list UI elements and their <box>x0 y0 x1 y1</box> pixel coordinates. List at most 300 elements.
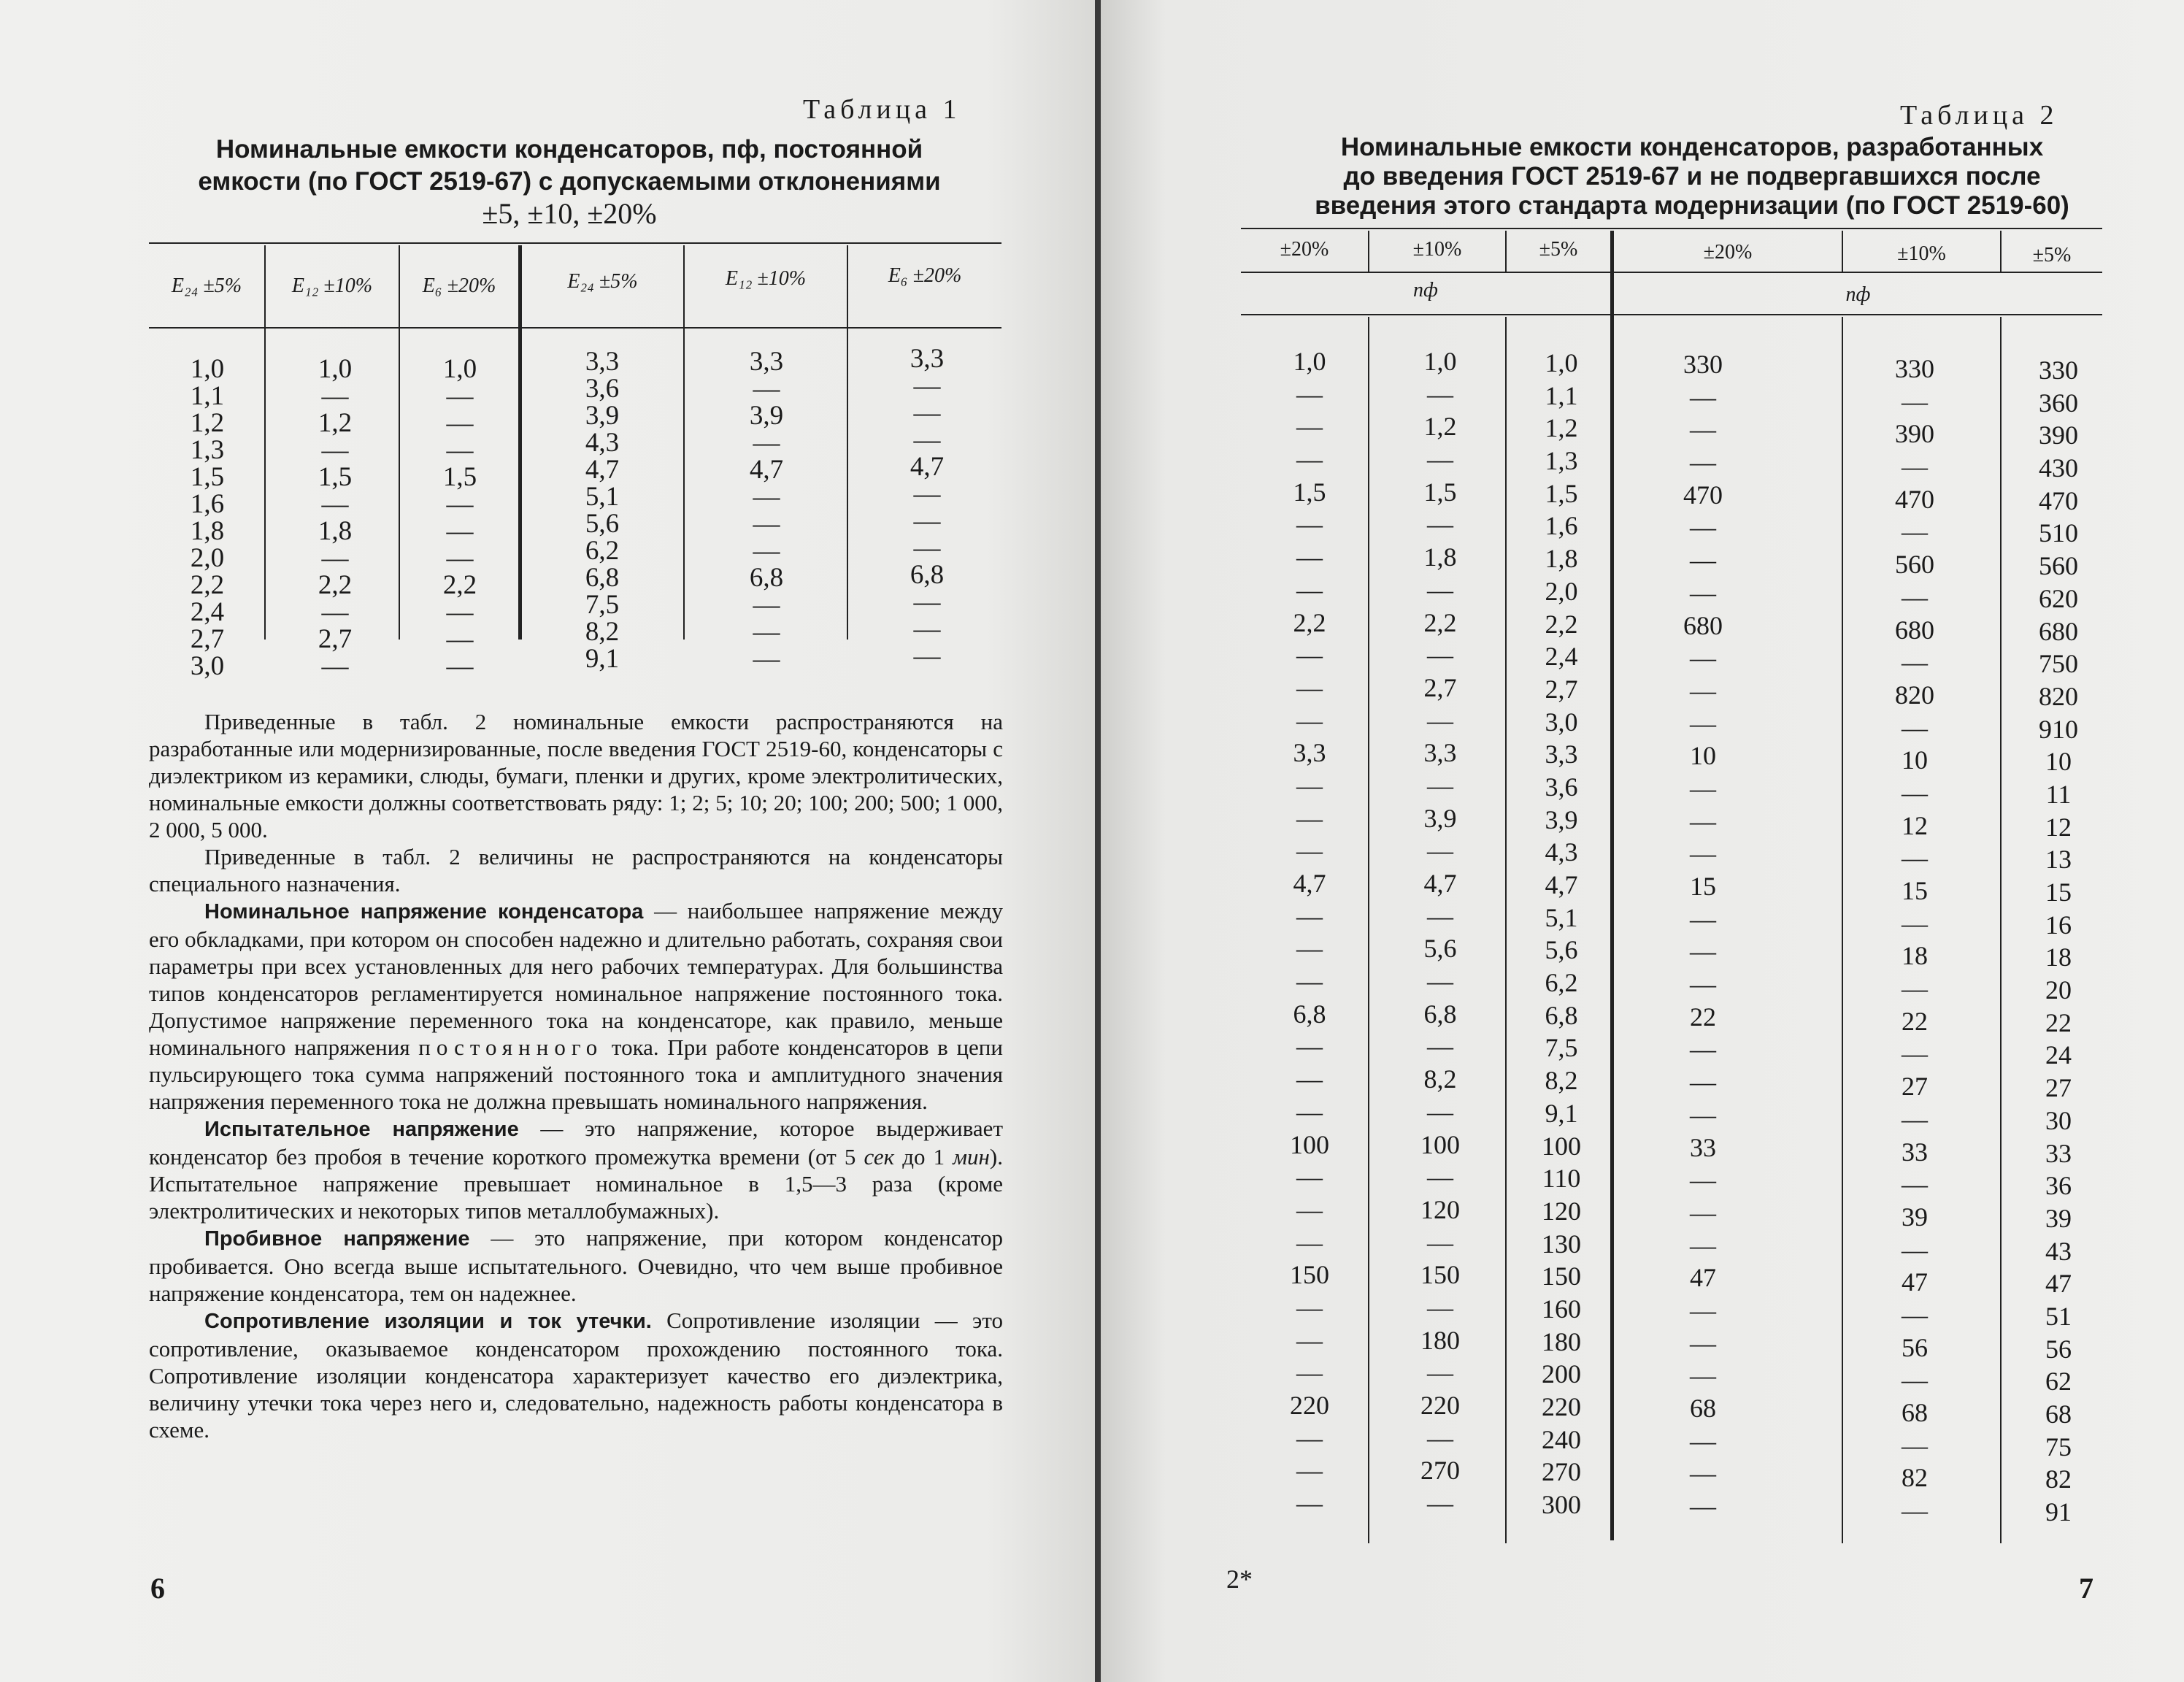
table1-cell: — <box>446 624 474 654</box>
table2-cell: — <box>1296 1292 1323 1322</box>
table2-cell: 150 <box>1290 1260 1329 1290</box>
table2-cell: 10 <box>1690 741 1716 771</box>
table2-cell: 2,2 <box>1293 607 1326 637</box>
table2-cell: — <box>1427 1358 1453 1388</box>
table2-cell: — <box>1296 1064 1323 1094</box>
table2-cell: — <box>1296 1097 1323 1126</box>
table1-cell: 2,4 <box>190 597 225 627</box>
table2-cell: 1,8 <box>1423 542 1457 572</box>
table2-cell: — <box>1296 1227 1323 1257</box>
table2-cell: 240 <box>1542 1424 1581 1454</box>
table1-cell: 3,3 <box>585 347 620 377</box>
table2-cell: 39 <box>1902 1202 1928 1232</box>
table2-cell: — <box>1427 1489 1453 1518</box>
table2-header: ±5% <box>2032 244 2072 266</box>
table2-cell: 16 <box>2045 910 2072 940</box>
table2-cell: 15 <box>1690 872 1716 901</box>
table2-cell: — <box>1296 1456 1323 1486</box>
table1-cell: 4,7 <box>585 455 620 485</box>
table2-cell: 470 <box>2039 485 2078 515</box>
table2-cell: 100 <box>1290 1129 1329 1159</box>
table2-cell: 200 <box>1542 1359 1581 1389</box>
table2-cell: 12 <box>2045 812 2072 842</box>
table1-cell: — <box>753 482 780 512</box>
table2-cell: 510 <box>2039 518 2078 548</box>
table2-cell: 5,6 <box>1545 935 1578 965</box>
table2-cell: 120 <box>1542 1196 1581 1226</box>
table2-column <box>1266 345 1353 1520</box>
table2-cell: 100 <box>1542 1131 1581 1161</box>
table2-cell: 43 <box>2045 1236 2072 1266</box>
table2-cell: — <box>1690 512 1716 542</box>
table2-cell: — <box>1902 452 1928 482</box>
table2-cell: 51 <box>2045 1301 2072 1331</box>
table1-cell: 4,3 <box>585 428 620 458</box>
body-text <box>149 708 1003 1443</box>
table1-cell: 2,0 <box>190 543 225 573</box>
table1-cell: 5,1 <box>585 482 620 512</box>
table1-caption-line3: ±5, ±10, ±20% <box>482 197 657 230</box>
table1-cell: 3,0 <box>190 651 225 681</box>
table1-cell: 1,0 <box>442 354 477 384</box>
table2-cell: 39 <box>2045 1203 2072 1233</box>
table2-column <box>1393 345 1488 1520</box>
table2-cell: 11 <box>2045 779 2072 809</box>
table2-cell: — <box>1902 517 1928 547</box>
table2-cell: — <box>1902 908 1928 938</box>
table1-cell: 5,6 <box>585 509 620 539</box>
table2-cell: — <box>1296 1162 1323 1192</box>
table1-cell: 1,1 <box>190 381 225 411</box>
book-gutter <box>1095 0 1101 1682</box>
table2-cell: 82 <box>2045 1464 2072 1494</box>
table1-cell: — <box>913 641 941 671</box>
table1-cell: 3,9 <box>585 401 620 431</box>
table1-cell: — <box>753 428 780 458</box>
table1-col-divider-thick <box>518 245 522 640</box>
table2-cell: 270 <box>1542 1457 1581 1487</box>
table1-cell: 6,2 <box>585 536 620 566</box>
table1-caption-line1: Номинальные емкости конденсаторов, пф, постоянной <box>215 135 923 164</box>
table2-cell: — <box>1296 1358 1323 1388</box>
table2-cell: — <box>1296 901 1323 931</box>
table1-cell: 1,5 <box>190 462 225 492</box>
table1-cell: — <box>913 371 941 401</box>
page-number: 6 <box>150 1572 165 1605</box>
table2-cell: 680 <box>1895 615 1934 645</box>
table2-column <box>1860 353 1969 1527</box>
table1-cell: — <box>446 543 474 573</box>
table2-cell: 180 <box>1542 1326 1581 1356</box>
table2-cell: — <box>1690 1459 1716 1489</box>
table2-header: ±20% <box>1703 241 1753 264</box>
table1-header: E₁₂ ±10% <box>725 267 807 290</box>
table2-cell: 6,8 <box>1293 999 1326 1029</box>
table2-cell: 47 <box>2045 1269 2072 1299</box>
table2-cell: — <box>1690 1230 1716 1260</box>
table2-cell: — <box>1427 640 1453 670</box>
table2-cell: — <box>1902 582 1928 612</box>
table2-cell: — <box>1427 836 1453 866</box>
table2-cell: 8,2 <box>1545 1066 1578 1096</box>
table2-header: ±10% <box>1412 238 1462 261</box>
table2-cell: — <box>1427 770 1453 800</box>
table2-cell: 220 <box>1542 1392 1581 1421</box>
table2-cell: 27 <box>1902 1072 1928 1102</box>
table2-cell: — <box>1296 412 1323 442</box>
table2-cell: — <box>1902 1299 1928 1329</box>
table2-cell: — <box>1296 1489 1323 1518</box>
table2-caption <box>1232 133 2152 220</box>
table2-cell: — <box>1690 904 1716 934</box>
table2-cell: 1,6 <box>1545 511 1578 541</box>
table1-cell: 1,2 <box>318 408 353 438</box>
table1-column <box>164 356 251 680</box>
table2-cell: 3,9 <box>1423 803 1457 833</box>
table2-cell: — <box>1690 448 1716 477</box>
table2-cell: — <box>1690 773 1716 803</box>
table1-cell: — <box>321 435 349 465</box>
table2-cell: 150 <box>1542 1262 1581 1291</box>
table2-cell: 220 <box>1420 1391 1460 1420</box>
paragraph: Приведенные в табл. 2 номинальные емкости распространяются на разработанные или модернизированные, после введения ГОСТ 2519-60, конденсаторы с диэлектриком из керамики, слюды, бумаги, пленки и других, кроме электролитических, номинальные емкости должны соответствовать ряду: 1; 2; 5; 10; 20; 100; 200; 500; 1 000, 2 000, 5 000. <box>149 709 1003 842</box>
table1-cell: 1,8 <box>190 516 225 546</box>
table2-cell: — <box>1296 1325 1323 1355</box>
table2-cell: 390 <box>2039 420 2078 450</box>
table1-cell: 7,5 <box>585 590 620 620</box>
table2-cell: — <box>1427 1032 1453 1061</box>
table2-unit-rule <box>1241 314 2102 315</box>
paragraph: Сопротивление изоляции и ток утечки. Сопротивление изоляции — это сопротивление, оказываемое конденсатором прохождению постоянного тока. Сопротивление изоляции конденсатора характеризует качество его диэлектрика, величину утечки тока через него и, следовательно, надежность работы конденсатора в схеме. <box>149 1307 1003 1443</box>
table1-header-rule <box>149 327 1001 329</box>
table2-cell: 430 <box>2039 453 2078 483</box>
table2-cell: 27 <box>2045 1073 2072 1103</box>
table2-cell: — <box>1690 382 1716 412</box>
table2-header-rule <box>1241 272 2102 273</box>
table2-cell: 3,3 <box>1293 738 1326 768</box>
table1-cell: — <box>321 597 349 627</box>
table1-caption <box>117 134 1022 230</box>
table2-cell: — <box>1427 379 1453 409</box>
table2-cell: — <box>1690 545 1716 575</box>
table1-cell: 8,2 <box>585 617 620 647</box>
table1-cell: — <box>913 533 941 563</box>
table1-cell: — <box>446 408 474 438</box>
table2-cell: 4,7 <box>1545 870 1578 899</box>
table2-cell: 68 <box>1902 1398 1928 1427</box>
table2-unit: пф <box>1413 279 1438 302</box>
table2-cell: 2,7 <box>1545 674 1578 704</box>
table2-cell: 13 <box>2045 845 2072 875</box>
table1-cell: — <box>913 398 941 428</box>
table2-cell: — <box>1690 415 1716 445</box>
table2-cell: 3,6 <box>1545 772 1578 802</box>
table2-cell: — <box>1427 1162 1453 1192</box>
table1-cell: 1,2 <box>190 408 225 438</box>
table2-cell: 56 <box>2045 1334 2072 1364</box>
table2-cell: — <box>1902 1234 1928 1264</box>
table2-caption-line1: Номинальные емкости конденсаторов, разработанных <box>1340 133 2044 161</box>
table2-cell: — <box>1427 1097 1453 1126</box>
table1-cell: 3,3 <box>749 347 784 377</box>
table2-cell: 3,9 <box>1545 804 1578 834</box>
table1-cell: 1,0 <box>190 354 225 384</box>
table1-cell: 9,1 <box>585 644 620 674</box>
table2-cell: — <box>1690 1034 1716 1064</box>
table1-cell: 3,6 <box>585 374 620 404</box>
table2-cell: 3,0 <box>1545 707 1578 737</box>
term: Номинальное напряжение конденсатора <box>204 900 644 923</box>
table2-cell: — <box>1296 379 1323 409</box>
table2-cell: 1,2 <box>1423 412 1457 442</box>
table2-cell: 750 <box>2039 649 2078 679</box>
table2-cell: 18 <box>1902 941 1928 971</box>
table2-cell: — <box>1902 1496 1928 1526</box>
table2-cell: 330 <box>1895 354 1934 383</box>
table1-top-rule <box>149 242 1001 244</box>
table2-cell: — <box>1690 1361 1716 1391</box>
table1-cell: — <box>446 516 474 546</box>
table2-cell: 820 <box>1895 680 1934 710</box>
table2-cell: 220 <box>1290 1391 1329 1420</box>
table2-cell: — <box>1902 648 1928 677</box>
table2-cell: — <box>1690 1328 1716 1358</box>
table1-cell: — <box>913 479 941 509</box>
table2-cell: 47 <box>1690 1263 1716 1293</box>
table2-cell: — <box>1902 713 1928 742</box>
table1-header: E₂₄ ±5% <box>171 274 242 297</box>
table1-cell: — <box>753 617 780 647</box>
table2-cell: 3,3 <box>1545 740 1578 769</box>
table1-cell: — <box>446 597 474 627</box>
table2-cell: — <box>1690 1197 1716 1227</box>
table1-cell: — <box>446 651 474 681</box>
table2-cell: 36 <box>2045 1171 2072 1201</box>
paragraph: Номинальное напряжение конденсатора — наибольшее напряжение между его обкладками, при котором он способен надежно и длительно работать, сохраняя свои параметры при всех установленных для него рабочих температурах. Для большинства типов конденсаторов регламентируется номинальное напряжение постоянного тока. Допустимое напряжение переменного тока на конденсаторе, как правило, меньше номинального напряжения постоянного тока. При работе конденсаторов в цепи пульсирующего тока сумма напряжений постоянного тока и амплитудного значения напряжения переменного тока не должна превышать номинального напряжения. <box>149 898 1003 1114</box>
table2-cell: 560 <box>1895 550 1934 580</box>
table2-col-divider <box>2000 317 2002 1543</box>
table2-cell: 3,3 <box>1423 738 1457 768</box>
table1-column <box>876 345 978 669</box>
signature-mark: 2* <box>1226 1564 1253 1594</box>
table1-cell: — <box>321 489 349 519</box>
table2-cell: 120 <box>1420 1194 1460 1224</box>
table2-cell: 820 <box>2039 681 2078 711</box>
table1-cell: — <box>913 506 941 536</box>
table1-col-divider <box>683 245 685 640</box>
table2-cell: — <box>1690 806 1716 836</box>
table1-cell: 6,8 <box>749 563 784 593</box>
table2-cell: 1,5 <box>1293 477 1326 507</box>
table1-cell: — <box>446 435 474 465</box>
table2-cell: 18 <box>2045 942 2072 972</box>
table2-cell: 4,3 <box>1545 837 1578 867</box>
table2-cell: 75 <box>2045 1432 2072 1462</box>
table1-cell: 1,6 <box>190 489 225 519</box>
table2-col-divider <box>1842 317 1843 1543</box>
table2-cell: 22 <box>2045 1007 2072 1037</box>
term: Сопротивление изоляции и ток утечки. <box>204 1310 652 1333</box>
table1-cell: — <box>321 381 349 411</box>
table2-cell: 6,2 <box>1545 968 1578 998</box>
table2-cell: 1,8 <box>1545 544 1578 574</box>
table2-cell: — <box>1690 839 1716 869</box>
table2-cell: 33 <box>1690 1132 1716 1162</box>
table2-cell: 30 <box>2045 1105 2072 1135</box>
table1-cell: — <box>753 509 780 539</box>
table2-cell: — <box>1296 705 1323 735</box>
table1-cell: — <box>913 614 941 644</box>
table2-cell: 12 <box>1902 810 1928 840</box>
table2-cell: 110 <box>1542 1164 1581 1194</box>
table2-cell: — <box>1296 640 1323 670</box>
table2-cell: 10 <box>2045 747 2072 777</box>
table1-header: E₆ ±20% <box>888 264 962 287</box>
table2-cell: — <box>1427 1423 1453 1453</box>
table2-cell: 7,5 <box>1545 1033 1578 1063</box>
table1-col-divider <box>847 245 848 640</box>
table2-cell: 150 <box>1420 1260 1460 1290</box>
table2-cell: — <box>1902 1170 1928 1199</box>
table2-cell: 68 <box>1690 1394 1716 1423</box>
table1-col-divider <box>399 245 400 640</box>
table1-cell: 2,7 <box>190 624 225 654</box>
table2-column <box>1656 348 1750 1523</box>
table2-cell: 560 <box>2039 551 2078 581</box>
table2-cell: — <box>1296 672 1323 702</box>
table2-cell: — <box>1427 575 1453 604</box>
table1-cell: 2,2 <box>318 570 353 600</box>
table2-cell: 2,7 <box>1423 672 1457 702</box>
table1-cell: — <box>753 536 780 566</box>
table1-label: Таблица 1 <box>803 94 961 125</box>
table1-cell: 4,7 <box>749 455 784 485</box>
table2-cell: — <box>1427 1292 1453 1322</box>
table2-cell: 15 <box>2045 878 2072 907</box>
table1-header: E₆ ±20% <box>422 274 496 297</box>
paragraph: Приведенные в табл. 2 величины не распространяются на конденсаторы специального назначения. <box>149 844 1003 896</box>
table1-cell: 6,8 <box>585 563 620 593</box>
table2-cell: — <box>1902 777 1928 807</box>
table2-cell: 2,0 <box>1545 576 1578 606</box>
table2-cell: — <box>1690 577 1716 607</box>
table1-cell: — <box>446 489 474 519</box>
table2-cell: 33 <box>1902 1137 1928 1167</box>
table2-cell: 2,4 <box>1545 642 1578 672</box>
table2-cell: 2,2 <box>1423 607 1457 637</box>
table2-cell: 390 <box>1895 419 1934 449</box>
table2-cell: 1,0 <box>1423 347 1457 376</box>
table2-cell: — <box>1690 643 1716 673</box>
table2-column <box>1514 347 1609 1521</box>
table1-cell: 1,8 <box>318 516 353 546</box>
table2-cell: — <box>1902 1430 1928 1460</box>
paragraph: Испытательное напряжение — это напряжение, которое выдерживает конденсатор без пробоя в течение короткого промежутка времени (от 5 сек до 1 мин). Испытательное напряжение превышает номинальное в 1,5—3 раза (кроме электролитических и некоторых типов металлобумажных). <box>149 1115 1003 1224</box>
table2-cell: — <box>1690 969 1716 999</box>
page-number: 7 <box>2079 1572 2093 1605</box>
table2-cell: 20 <box>2045 975 2072 1005</box>
table2-cell: — <box>1296 803 1323 833</box>
table2-cell: 10 <box>1902 745 1928 775</box>
table2-cell: — <box>1902 1365 1928 1395</box>
paragraph: Пробивное напряжение — это напряжение, при котором конденсатор пробивается. Оно всегда выше испытательного. Очевидно, что чем выше пробивное напряжение конденсатора, тем он надежнее. <box>149 1225 1004 1306</box>
table2-unit: пф <box>1845 283 1871 306</box>
table2-cell: 180 <box>1420 1325 1460 1355</box>
table2-cell: 1,5 <box>1545 478 1578 508</box>
table1-cell: 1,0 <box>318 354 353 384</box>
table2-cell: 360 <box>2039 388 2078 418</box>
table1-cell: — <box>446 381 474 411</box>
table2-cell: — <box>1296 542 1323 572</box>
table2-top-rule <box>1241 228 2102 229</box>
table1-cell: 2,2 <box>442 570 477 600</box>
table2-cell: 1,1 <box>1545 380 1578 410</box>
table2-cell: — <box>1690 1099 1716 1129</box>
table2-cell: 6,8 <box>1545 1000 1578 1030</box>
table2-cell: — <box>1427 705 1453 735</box>
table1-cell: 1,5 <box>442 462 477 492</box>
table2-cell: — <box>1902 1039 1928 1069</box>
table2-cell: 100 <box>1420 1129 1460 1159</box>
table1-cell: — <box>753 590 780 620</box>
table2-cell: 620 <box>2039 583 2078 613</box>
table1-column <box>412 356 507 680</box>
table1-header: E₁₂ ±10% <box>291 274 373 297</box>
table2-cell: 47 <box>1902 1267 1928 1297</box>
table2-cell: — <box>1690 675 1716 705</box>
table2-cell: 5,6 <box>1423 934 1457 964</box>
table2-cell: 33 <box>2045 1138 2072 1168</box>
table2-cell: — <box>1690 1165 1716 1195</box>
table2-cell: 22 <box>1902 1006 1928 1036</box>
table1-cell: 2,7 <box>318 624 353 654</box>
table2-cell: — <box>1902 386 1928 416</box>
table1-cell: — <box>913 587 941 617</box>
table1-cell: — <box>913 425 941 455</box>
table1-cell: — <box>753 374 780 404</box>
table2-column <box>2015 354 2102 1529</box>
table2-cell: 270 <box>1420 1456 1460 1486</box>
table2-cell: 330 <box>2039 356 2078 385</box>
table2-cell: 130 <box>1542 1229 1581 1259</box>
table2-cell: — <box>1296 770 1323 800</box>
table1-cell: — <box>321 543 349 573</box>
table2-cell: — <box>1296 836 1323 866</box>
term: Испытательное напряжение <box>204 1118 519 1141</box>
table2-caption-line3: введения этого стандарта модернизации (по ГОСТ 2519-60) <box>1315 191 2069 220</box>
table2-cell: 5,1 <box>1545 902 1578 932</box>
table1-cell: — <box>753 644 780 674</box>
table1-cell: 6,8 <box>910 560 945 590</box>
table2-cell: — <box>1427 1227 1453 1257</box>
table2-cell: 330 <box>1683 350 1723 379</box>
table1-column <box>715 348 818 672</box>
table2-cell: 82 <box>1902 1463 1928 1493</box>
table1-col-divider <box>264 245 266 640</box>
table2-header: ±5% <box>1539 238 1578 261</box>
table2-center-divider <box>1610 231 1614 1540</box>
table1-cell: 4,7 <box>910 452 945 482</box>
table1-cell: 2,2 <box>190 570 225 600</box>
table2-cell: 1,0 <box>1545 348 1578 377</box>
table2-cell: — <box>1902 1104 1928 1134</box>
table1-column <box>555 348 650 672</box>
table2-cell: — <box>1296 1194 1323 1224</box>
table2-cell: — <box>1427 967 1453 996</box>
table2-cell: 4,7 <box>1293 869 1326 898</box>
table2-cell: 470 <box>1683 480 1723 510</box>
table1-header: E₂₄ ±5% <box>567 270 638 293</box>
